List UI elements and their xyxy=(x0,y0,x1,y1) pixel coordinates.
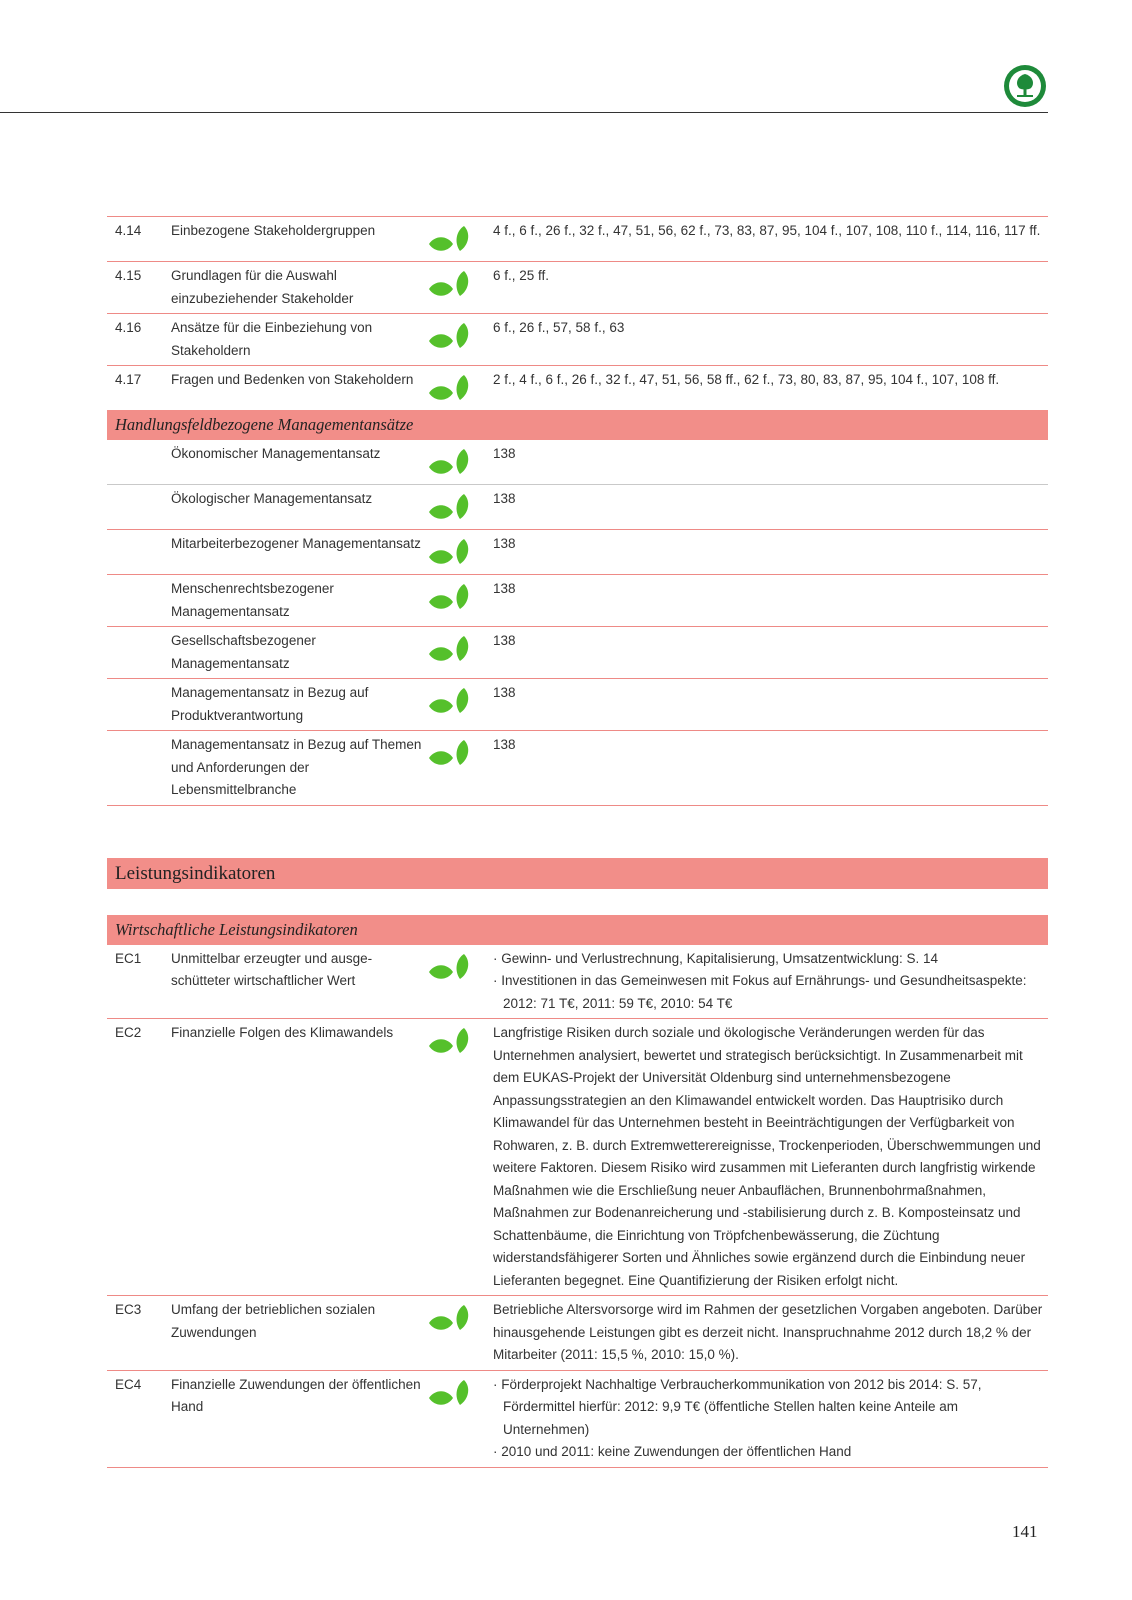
indicator-code: 4.17 xyxy=(115,372,142,387)
indicator-title: Menschenrechtsbezogener Managementansatz xyxy=(171,581,334,619)
indicator-code: 4.15 xyxy=(115,268,142,283)
indicator-title: Umfang der betrieblichen sozialen Zuwendungen xyxy=(171,1302,376,1340)
report-reference: 138 xyxy=(493,446,516,461)
table-row xyxy=(107,574,1048,626)
indicator-title: Managementansatz in Bezug auf Produktverantwortung xyxy=(171,685,369,723)
indicator-title: Ökologischer Managementansatz xyxy=(171,491,373,506)
table-row xyxy=(107,313,1048,365)
bullet-item: · 2010 und 2011: keine Zuwendungen der öffentlichen Hand xyxy=(493,1444,852,1459)
indicator-title: Fragen und Bedenken von Stakeholdern xyxy=(171,372,414,387)
report-reference: Betriebliche Altersvorsorge wird im Rahmen der gesetzlichen Vorgaben angeboten. Darüber hinausgehende Leistungen gibt es derzeit nicht. Inanspruchnahme 2012 durch 18,2 % der Mitarbeiter (2011: 15,5 %, 2010: 15,0 %). xyxy=(493,1302,1043,1362)
table-row xyxy=(107,261,1048,313)
indicator-code: EC2 xyxy=(115,1025,142,1040)
leaf-icon xyxy=(427,1374,493,1412)
leaf-icon xyxy=(427,1022,493,1060)
table-row xyxy=(107,730,1048,806)
table-row xyxy=(107,1018,1048,1295)
table-row xyxy=(107,1370,1048,1468)
report-reference: 2 f., 4 f., 6 f., 26 f., 32 f., 47, 51, 56, 58 ff., 62 f., 73, 80, 83, 87, 95, 104 f., 107, 108 ff. xyxy=(493,372,1000,387)
table-row xyxy=(107,1295,1048,1370)
leaf-icon xyxy=(427,265,493,303)
leaf-icon xyxy=(427,734,493,772)
spacer xyxy=(107,806,1048,858)
indicator-title: Ansätze für die Einbeziehung von Stakeholdern xyxy=(171,320,373,358)
leaf-icon xyxy=(427,443,493,481)
table-row xyxy=(107,945,1048,1019)
report-reference xyxy=(493,1374,1048,1464)
gri-index-table xyxy=(107,216,1048,1468)
report-reference: 138 xyxy=(493,685,516,700)
indicator-title: Unmittelbar erzeugter und ausge-schütteter wirtschaftlicher Wert xyxy=(171,950,373,988)
indicator-title: Grundlagen für die Auswahl einzubeziehender Stakeholder xyxy=(171,268,354,306)
subsection-heading: Wirtschaftliche Leistungsindikatoren xyxy=(107,915,1048,945)
report-reference: 138 xyxy=(493,633,516,648)
leaf-icon xyxy=(427,578,493,616)
management-heading: Handlungsfeldbezogene Managementansätze xyxy=(107,410,1048,440)
leaf-icon xyxy=(427,369,493,407)
leaf-icon xyxy=(427,630,493,668)
indicator-code: EC1 xyxy=(115,950,142,966)
indicator-title: Mitarbeiterbezogener Managementansatz xyxy=(171,536,421,551)
indicator-title: Einbezogene Stakeholdergruppen xyxy=(171,223,376,238)
leaf-icon xyxy=(427,533,493,571)
report-reference: 4 f., 6 f., 26 f., 32 f., 47, 51, 56, 62 f., 73, 83, 87, 95, 104 f., 107, 108, 110 f., 114, 116, 117 ff. xyxy=(493,223,1041,238)
indicator-code: 4.16 xyxy=(115,320,142,335)
indicator-title: Finanzielle Zuwendungen der öffentlichen Hand xyxy=(171,1376,421,1414)
leaf-icon xyxy=(427,682,493,720)
leaf-icon xyxy=(427,488,493,526)
bullet-item: · Gewinn- und Verlustrechnung, Kapitalisierung, Umsatzentwicklung: S. 14 xyxy=(493,950,938,966)
indicator-code: EC3 xyxy=(115,1302,142,1317)
report-reference: 138 xyxy=(493,581,516,596)
table-row xyxy=(107,626,1048,678)
page-number: 141 xyxy=(1012,1522,1038,1541)
header-rule xyxy=(0,112,1048,113)
table-row xyxy=(107,484,1048,529)
indicator-title: Managementansatz in Bezug auf Themen und Anforderungen der Lebensmittelbranche xyxy=(171,737,422,797)
indicator-title: Gesellschaftsbezogener Managementansatz xyxy=(171,633,316,671)
bullet-item: · Förderprojekt Nachhaltige Verbraucherkommunikation von 2012 bis 2014: S. 57, Fördermittel hierfür: 2012: 9,9 T€ (öffentliche Stellen halten keine Anteile am Unternehmen) xyxy=(493,1376,982,1437)
indicator-title: Ökonomischer Managementansatz xyxy=(171,446,381,461)
report-reference: 6 f., 25 ff. xyxy=(493,268,550,283)
report-reference: 138 xyxy=(493,536,516,551)
table-row xyxy=(107,365,1048,410)
table-row xyxy=(107,529,1048,574)
leaf-icon xyxy=(427,220,493,258)
bullet-item: · Investitionen in das Gemeinwesen mit Fokus auf Ernährungs- und Gesundheitsaspekte: 2012: 71 T€, 2011: 59 T€, 2010: 54 T€ xyxy=(493,973,1027,1011)
spacer xyxy=(107,889,1048,915)
indicator-code: 4.14 xyxy=(115,223,142,238)
leaf-icon xyxy=(427,1299,493,1337)
table-row xyxy=(107,678,1048,730)
report-reference: 138 xyxy=(493,737,516,752)
section-heading: Leistungsindikatoren xyxy=(107,858,1048,889)
report-reference: 138 xyxy=(493,491,516,506)
leaf-icon xyxy=(427,948,493,986)
report-reference xyxy=(493,948,1048,1016)
report-reference: 6 f., 26 f., 57, 58 f., 63 xyxy=(493,320,625,335)
table-row xyxy=(107,216,1048,261)
leaf-icon xyxy=(427,317,493,355)
lebensbaum-logo xyxy=(1003,64,1047,108)
indicator-code: EC4 xyxy=(115,1376,142,1392)
report-reference: Langfristige Risiken durch soziale und ökologische Veränderungen werden für das Unternehmen analysiert, bewertet und strategisch berücksichtigt. In Zusammenarbeit mit dem EUKAS-Projekt der Universität Oldenburg sind unternehmensbezogene Anpassungsstrategien an den Klimawandel entwickelt worden. Das Hauptrisiko durch Klimawandel für das Unternehmen besteht in Beeinträchtigungen der Verfügbarkeit von Rohwaren, z. B. durch Extremwetterereignisse, Trockenperioden, Überschwemmungen und weitere Faktoren. Diesem Risiko wird zusammen mit Lieferanten durch langfristig wirkende Maßnahmen wie die Erschließung neuer Anbauflächen, Brunnenbohrmaßnahmen, Maßnahmen zur Bodenanreicherung und -stabilisierung durch z. B. Komposteinsatz und Schattenbäume, die Einrichtung von Tröpfchenbewässerung, die Züchtung widerstandsfähigerer Sorten und Ähnliches sowie ergänzend durch die Einbindung neuer Lieferanten begegnet. Eine Quantifizierung der Risiken erfolgt nicht. xyxy=(493,1025,1041,1288)
indicator-title: Finanzielle Folgen des Klimawandels xyxy=(171,1025,394,1040)
table-row xyxy=(107,440,1048,484)
